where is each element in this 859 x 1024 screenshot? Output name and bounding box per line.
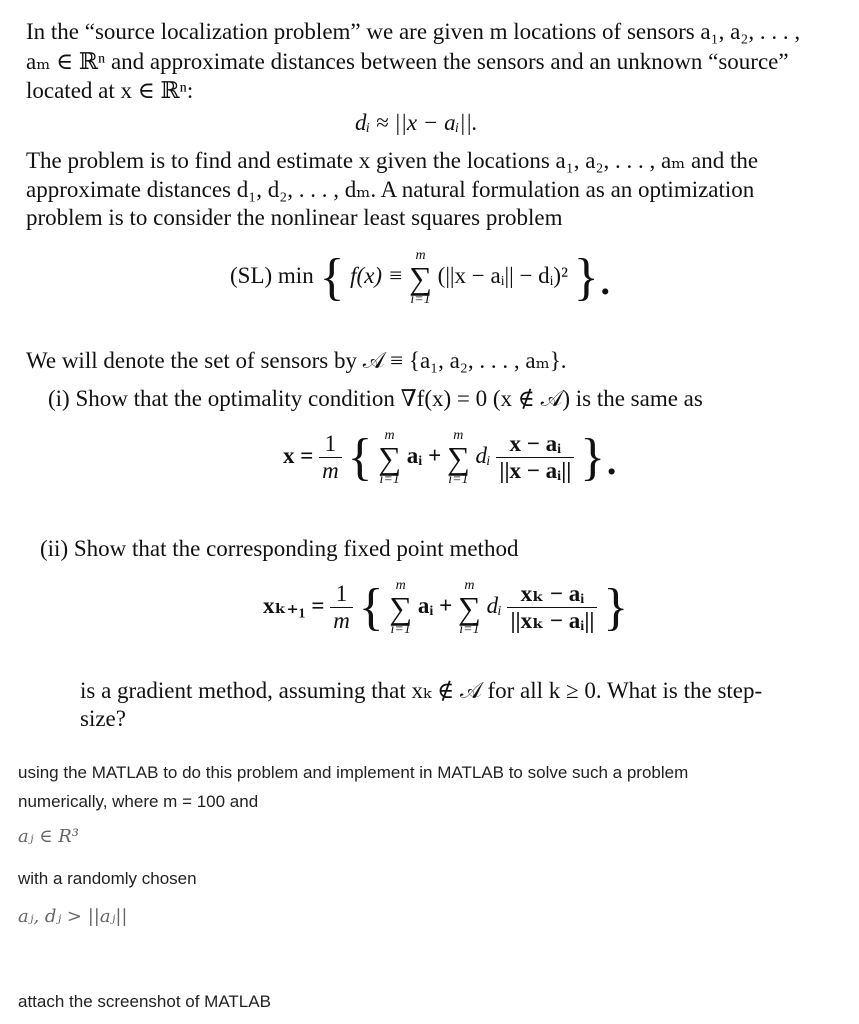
frac-denominator: m <box>333 608 350 633</box>
approx-equation: dᵢ ≈ ||x − aᵢ||. <box>355 110 478 135</box>
sigma-symbol: ∑ <box>409 259 432 296</box>
part-ii-statement: (ii) Show that the corresponding fixed point method <box>40 536 519 561</box>
sigma-symbol: ∑ <box>458 589 481 626</box>
unit-vector-fraction <box>496 431 574 484</box>
sum-upper-limit: m <box>453 427 464 443</box>
part-i-statement: (i) Show that the optimality condition ∇f(x) = 0 (x ∉ 𝒜) is the same as <box>48 386 703 411</box>
gradient-line-2: size? <box>80 706 126 731</box>
intro-line-1: In the “source localization problem” we are given m locations of sensors a₁, a₂, . . . , <box>26 19 801 44</box>
left-brace: { <box>347 429 373 486</box>
frac-denominator: ||xₖ − aᵢ|| <box>510 608 595 633</box>
request-line-1: using the MATLAB to do this problem and implement in MATLAB to solve such a problem <box>18 763 689 782</box>
gradient-line-1: is a gradient method, assuming that xₖ ∉ 𝒜 for all k ≥ 0. What is the step- <box>80 678 763 703</box>
frac-denominator: m <box>322 458 339 483</box>
sigma-symbol: ∑ <box>446 439 470 476</box>
para2-line-2: approximate distances d₁, d₂, . . . , dₘ. A natural formulation as an optimization <box>26 177 755 202</box>
frac-numerator: x − aᵢ <box>496 431 574 458</box>
frac-numerator: 1 <box>319 431 342 458</box>
request-math-2: aⱼ, dⱼ > ||aⱼ|| <box>18 906 128 927</box>
sensor-set-line: We will denote the set of sensors by 𝒜 ≡ {a₁, a₂, . . . , aₘ}. <box>26 348 567 373</box>
sum-upper-limit: m <box>464 577 475 593</box>
sl-label: (SL) min <box>230 262 314 288</box>
request-math-1: aⱼ ∈ R³ <box>18 826 80 847</box>
frac-denominator: ||x − aᵢ|| <box>499 458 572 483</box>
sum-upper-limit: m <box>415 247 426 263</box>
term-a: aᵢ + <box>417 592 453 618</box>
sl-equation <box>230 248 612 307</box>
right-brace: }. <box>580 429 619 486</box>
summation <box>409 249 432 307</box>
summation <box>458 579 481 637</box>
request-line-3: with a randomly chosen <box>18 869 197 888</box>
request-line-4: attach the screenshot of MATLAB <box>18 992 271 1011</box>
sum-lower-limit: i=1 <box>459 621 480 637</box>
summation <box>389 579 412 637</box>
para2-line-3: problem is to consider the nonlinear least squares problem <box>26 205 563 230</box>
left-brace: { <box>319 249 345 306</box>
frac-numerator: 1 <box>330 581 353 608</box>
summation <box>378 429 401 487</box>
sum-upper-limit: m <box>384 427 395 443</box>
sigma-symbol: ∑ <box>389 589 413 626</box>
intro-line-3: located at x ∈ ℝⁿ: <box>26 78 194 103</box>
sum-lower-limit: i=1 <box>390 621 411 637</box>
one-over-m <box>319 431 342 484</box>
request-line-2: numerically, where m = 100 and <box>18 792 259 811</box>
sigma-symbol: ∑ <box>378 439 402 476</box>
term-d: dᵢ <box>486 592 502 618</box>
right-brace: } <box>603 579 629 636</box>
sl-function: f(x) ≡ <box>350 262 404 288</box>
term-a: aᵢ + <box>406 442 442 468</box>
intro-line-2: aₘ ∈ ℝⁿ and approximate distances between the sensors and an unknown “source” <box>26 49 789 74</box>
summation <box>447 429 470 487</box>
para2-line-1: The problem is to find and estimate x given the locations a₁, a₂, . . . , aₘ and the <box>26 148 759 173</box>
eq-ii-lhs: xₖ₊₁ = <box>263 592 325 618</box>
right-brace: }. <box>573 249 612 306</box>
sum-lower-limit: i=1 <box>379 471 400 487</box>
fixed-point-equation <box>263 578 628 637</box>
optimality-equation <box>283 428 618 487</box>
left-brace: { <box>358 579 384 636</box>
sum-lower-limit: i=1 <box>448 471 469 487</box>
frac-numerator: xₖ − aᵢ <box>507 581 597 608</box>
sl-sum-body: (||x − aᵢ|| − dᵢ)² <box>437 262 568 288</box>
iterate-unit-vector-fraction <box>507 581 597 634</box>
one-over-m <box>330 581 353 634</box>
sum-lower-limit: i=1 <box>410 291 431 307</box>
sum-upper-limit: m <box>395 577 406 593</box>
term-d: dᵢ <box>475 442 491 468</box>
eq-i-lhs: x = <box>283 442 314 468</box>
